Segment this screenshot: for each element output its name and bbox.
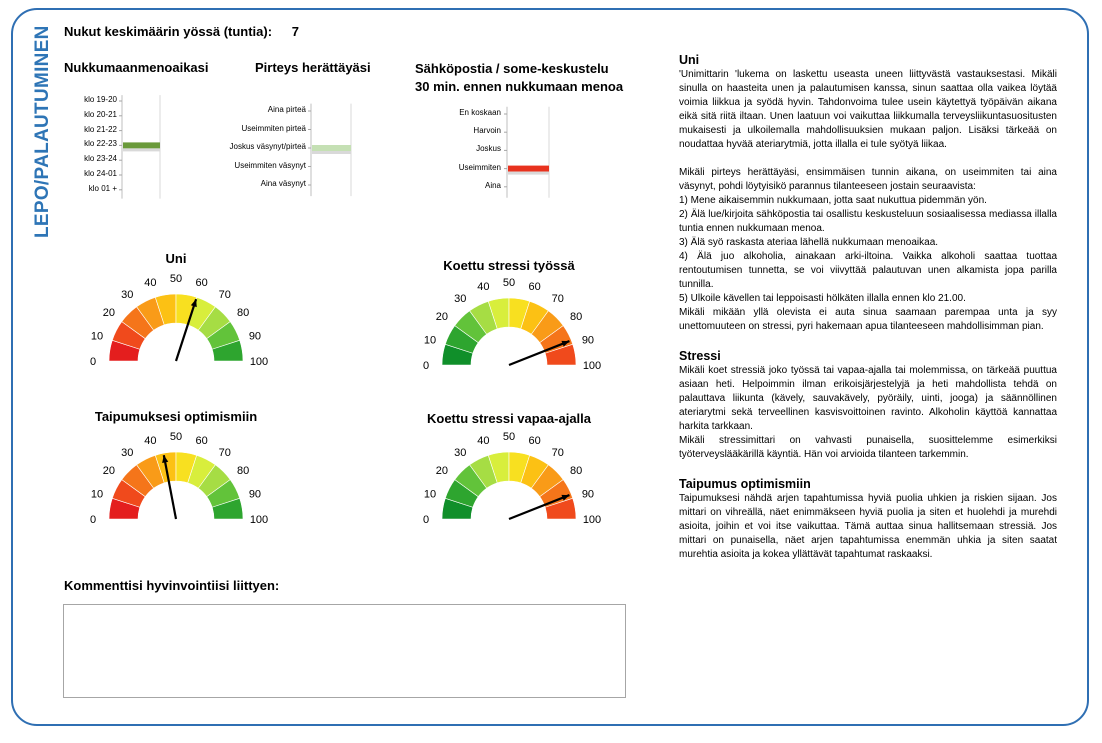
gauge-tick-label: 100 <box>249 514 269 526</box>
gauge-tick-label: 10 <box>423 334 437 347</box>
optimism-heading: Taipumus optimismiin <box>679 477 811 491</box>
bedtime-option-label: klo 23-24 <box>84 154 117 164</box>
avg-sleep-label: Nukut keskimäärin yössä (tuntia): <box>64 24 273 39</box>
comment-label: Kommenttisi hyvinvointiisi liittyen: <box>64 578 280 593</box>
email-option-label: Joskus <box>476 144 501 154</box>
gauge-tick-label: 100 <box>249 356 269 368</box>
gauge-tick-label: 0 <box>422 514 430 526</box>
gauge-tick-label: 50 <box>169 431 183 443</box>
gauge-tick-label: 90 <box>581 334 595 347</box>
bedtime-option-label: klo 21-22 <box>84 124 117 134</box>
alertness-option-label: Joskus väsynyt/pirteä <box>229 142 306 151</box>
gauge-title: Koettu stressi työssä <box>443 258 575 273</box>
gauge-tick-label: 60 <box>528 281 541 294</box>
gauge-tick-label: 50 <box>169 273 183 285</box>
gauge-tick-label: 10 <box>90 330 104 343</box>
gauge-tick-label: 30 <box>454 292 467 305</box>
optimism-text: Taipumuksesi nähdä arjen tapahtumissa hyviä puolia uhkien ja riskien sijaan. Jos mittari on vihreällä, näet enimmäkseen hyviä puolia ja siten et huolehdi ja murehdi asioita, joihin et voi itse vaikuttaa. Tämä auttaa sinua hallitsemaan stressiä. Jos mittari on punaisella, näet arjen tapahtumissa enemmän uhkia ja siten saatat murehtia asioita ja kokea yllättävät tapahtumat raskaaksi. <box>679 493 1057 560</box>
stressi-text: Mikäli koet stressiä joko työssä tai vapaa-ajalla tai molemmissa, on tärkeää puuttua asiaan heti. Helpoimmin ilman erikoisjärjestelyjä ja heti mahdollista tehdä on palauttava liikunta (kävely, sauvakävely, pyöräily, uinti, jooga) ja säännöllinen ateriarytmi sekä terveellinen kasvisvoittoinen ravinto. Alkoholin käyttöä kannattaa harkita tarkkaan. <box>679 365 1057 432</box>
bedtime-option-label: klo 22-23 <box>84 139 117 149</box>
bedtime-option-label: klo 19-20 <box>84 95 117 104</box>
gauge-tick-label: 50 <box>502 431 516 443</box>
gauge-tick-label: 10 <box>90 488 104 501</box>
bedtime-option-label: klo 01 + <box>88 183 117 193</box>
bedtime-option-label: klo 20-21 <box>84 109 117 119</box>
gauge-tick-label: 70 <box>218 446 231 459</box>
comment-input[interactable] <box>63 604 626 698</box>
gauge-tick-label: 90 <box>248 330 262 343</box>
uni-intro: Mikäli pirteys herättäyäsi, ensimmäisen tunnin aikana, on useimmiten tai aina väsynyt, pohdi löytyisikö parannus tilanteeseen jostain seuraavista: <box>679 167 1057 192</box>
alertness-option-label: Useimmiten väsynyt <box>234 160 306 170</box>
uni-tip: 1) Mene aikaisemmin nukkumaan, jotta saat nukuttua pidemmän yön. <box>679 195 987 206</box>
gauge-tick-label: 30 <box>121 446 134 459</box>
uni-outro: Mikäli mikään yllä olevista ei auta sinua saamaan parempaa unta ja syy unettomuuteen on stressi, pyri hakemaan apua tilanteeseen mahdollisimman pian. <box>679 307 1057 332</box>
email-title-line1: Sähköpostia / some-keskustelu <box>415 61 609 76</box>
gauge-tick-label: 40 <box>144 277 157 290</box>
gauge-tick-label: 100 <box>582 360 602 372</box>
uni-tip: 5) Ulkoile kävellen tai leppoisasti hölkäten illalla ennen klo 21.00. <box>679 293 966 304</box>
alertness-title: Pirteys herättäyäsi <box>255 60 371 75</box>
gauge-tick-label: 20 <box>102 307 115 320</box>
gauge-tick-label: 20 <box>435 311 448 324</box>
gauge-tick-label: 20 <box>102 465 115 478</box>
uni-tip: 2) Älä lue/kirjoita sähköpostia tai osallistu keskusteluun sosiaalisessa mediassa illalla tuntia ennen nukkumaan menoa. <box>679 209 1057 234</box>
alertness-option-label: Useimmiten pirteä <box>241 123 306 133</box>
email-option-label: Useimmiten <box>458 162 501 172</box>
email-option-label: En koskaan <box>459 108 501 117</box>
gauge-tick-label: 40 <box>144 435 157 448</box>
gauge-tick-label: 0 <box>422 360 430 372</box>
gauge-title: Taipumuksesi optimismiin <box>94 409 258 424</box>
gauge-title: Koettu stressi vapaa-ajalla <box>426 411 592 426</box>
gauge-tick-label: 70 <box>551 446 564 459</box>
gauge-tick-label: 80 <box>237 465 250 478</box>
bedtime-option-label: klo 24-01 <box>84 169 117 178</box>
gauge-tick-label: 90 <box>581 488 595 501</box>
avg-sleep-value: 7 <box>291 24 299 39</box>
uni-tip: 3) Älä syö raskasta ateriaa lähellä nukkumaan menoaikaa. <box>679 237 939 248</box>
gauge-tick-label: 70 <box>551 292 564 305</box>
info-column <box>679 52 1057 562</box>
gauge-tick-label: 0 <box>89 514 97 526</box>
gauge-title: Uni <box>165 251 187 266</box>
gauge-tick-label: 20 <box>435 465 448 478</box>
gauge-tick-label: 80 <box>237 307 250 320</box>
stressi-heading: Stressi <box>679 349 721 363</box>
bedtime-title: Nukkumaanmenoaikasi <box>64 60 209 75</box>
gauge-tick-label: 10 <box>423 488 437 501</box>
email-option-label: Harvoin <box>473 126 501 136</box>
gauge-tick-label: 40 <box>477 435 490 448</box>
email-option-label: Aina <box>484 180 501 190</box>
gauge-tick-label: 100 <box>582 514 602 526</box>
gauge-tick-label: 30 <box>454 446 467 459</box>
gauge-tick-label: 80 <box>570 311 583 324</box>
gauge-tick-label: 40 <box>477 281 490 294</box>
gauge-tick-label: 60 <box>195 435 208 448</box>
gauge-tick-label: 50 <box>502 277 516 289</box>
gauge-tick-label: 60 <box>528 435 541 448</box>
gauge-tick-label: 60 <box>195 277 208 290</box>
gauge-tick-label: 70 <box>218 288 231 301</box>
alertness-option-label: Aina pirteä <box>267 105 306 114</box>
gauge-tick-label: 90 <box>248 488 262 501</box>
uni-text: 'Unimittarin 'lukema on laskettu useasta uneen liittyvästä vastauksestasi. Mikäli sinulla on haasteita unen ja palautumisen kanssa, sinun saattaa olla vaikea löytää voimia liikkua ja syödä hyvin. Tahdonvoima tulee usein käytettyä työpäivän aikana eikä sitä riitä iltaan. Unen laatuun voi vaikuttaa liikkumalla terveysliikuntasuositusten mukaisesti ja ulkoilemalla mahdollisuuksien mukaan paljon. Lisäksi tärkeää on noudattaa hyvää ateriarytmiä, jotta illalla ei tule syötyä liikaa. <box>679 69 1057 150</box>
gauge-tick-label: 30 <box>121 288 134 301</box>
uni-tip: 4) Älä juo alkoholia, ainakaan arki-iltoina. Vaikka alkoholi saattaa tuottaa rentoutumisen tunnetta, se voi viivyttää palautuvan unen alkamista jopa parilla tunnilla. <box>679 251 1057 290</box>
stressi-text-2: Mikäli stressimittari on vahvasti punaisella, suosittelemme esimerkiksi työterveyslääkärillä käyntiä. Hän voi arvioida tilanteen tarkemmin. <box>679 435 1057 460</box>
uni-heading: Uni <box>679 53 700 67</box>
alertness-option-label: Aina väsynyt <box>260 179 306 188</box>
email-title-line2: 30 min. ennen nukkumaan menoa <box>415 79 624 94</box>
gauge-tick-label: 80 <box>570 465 583 478</box>
gauge-tick-label: 0 <box>89 356 97 368</box>
